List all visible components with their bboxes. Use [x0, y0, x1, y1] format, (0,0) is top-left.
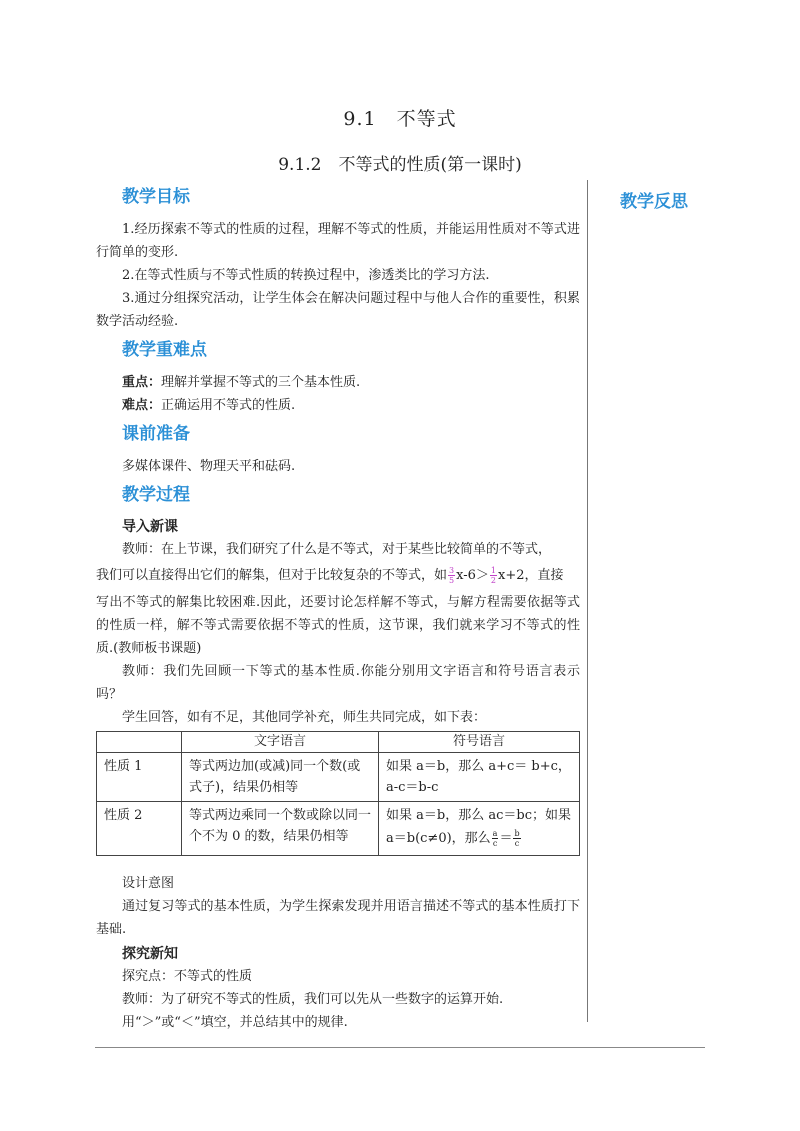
fraction-numerator: a	[492, 829, 498, 838]
design-text: 通过复习等式的基本性质，为学生探索发现并用语言描述不等式的基本性质打下基础.	[96, 899, 580, 937]
symbol-line: 如果 a＝b，那么 a+c＝ b+c，	[386, 759, 571, 774]
footer-rule	[95, 1047, 705, 1048]
preparation-heading: 课前准备	[122, 424, 190, 444]
fraction-a-over-c	[492, 829, 499, 848]
objective-item-3: 3.通过分组探究活动，让学生体会在解决问题过程中与他人合作的重要性，积累数学活动经验.	[96, 291, 580, 329]
intro-paragraph-2	[96, 561, 580, 591]
student-answer: 学生回答，如有不足，其他同学补充，师生共同完成，如下表：	[122, 710, 487, 725]
fraction-three-fifths	[448, 566, 455, 585]
intro-text-a: 我们可以直接得出它们的解集，但对于比较复杂的不等式，如	[96, 568, 448, 583]
explore-instruction: 用“＞”或“＜”填空，并总结其中的规律.	[122, 1015, 348, 1030]
fraction-denominator: c	[492, 839, 498, 848]
intro-paragraph-3: 写出不等式的解集比较困难.因此，还要讨论怎样解不等式，与解方程需要依据等式的性质一样，解不等式需要依据不等式的性质，这节课，我们就来学习不等式的性质.(教师板书课题)	[96, 595, 580, 656]
symbol-line: 如果 a＝b，那么 ac＝bc；如果	[386, 808, 571, 823]
fraction-numerator: 1	[490, 566, 496, 575]
objectives-heading: 教学目标	[122, 187, 190, 207]
main-column	[96, 186, 580, 1034]
equals-sign: ＝	[499, 831, 513, 846]
symbol-line: a-c＝b-c	[386, 780, 439, 795]
focus-line	[96, 371, 580, 394]
equality-properties-table	[96, 731, 580, 856]
teacher-question: 教师：我们先回顾一下等式的基本性质.你能分别用文字语言和符号语言表示吗？	[96, 664, 580, 702]
focus-text: 理解并掌握不等式的三个基本性质.	[161, 375, 361, 390]
explore-heading: 探究新知	[122, 946, 178, 962]
intro-paragraph-1: 教师：在上节课，我们研究了什么是不等式，对于某些比较简单的不等式，	[122, 542, 552, 557]
property-text: 等式两边加(或减)同一个数(或式子)，结果仍相等	[182, 753, 379, 802]
fraction-numerator: b	[514, 829, 520, 838]
symbol-text: a＝b(c≠0)，那么	[386, 831, 491, 846]
column-divider	[587, 180, 588, 1022]
fraction-denominator: 5	[449, 576, 455, 585]
chapter-title: 9.1 不等式	[343, 108, 457, 130]
objective-item-2: 2.在等式性质与不等式性质的转换过程中，渗透类比的学习方法.	[122, 268, 490, 283]
difficulty-label: 难点：	[122, 398, 162, 413]
table-header-cell: 文字语言	[182, 732, 379, 753]
table-header-cell: 符号语言	[379, 732, 580, 753]
table-header-cell	[97, 732, 182, 753]
property-symbol	[379, 802, 580, 856]
property-text: 等式两边乘同一个数或除以同一个不为 0 的数，结果仍相等	[182, 802, 379, 856]
explore-point: 探究点：不等式的性质	[122, 969, 253, 984]
fraction-b-over-c	[513, 829, 520, 848]
explore-teacher: 教师：为了研究不等式的性质，我们可以先从一些数字的运算开始.	[122, 992, 504, 1007]
property-symbol	[379, 753, 580, 802]
fraction-denominator: c	[514, 839, 520, 848]
focus-label: 重点：	[122, 375, 162, 390]
fraction-one-half	[490, 566, 497, 585]
intro-heading: 导入新课	[122, 519, 178, 535]
preparation-text: 多媒体课件、物理天平和砝码.	[122, 459, 296, 474]
lesson-title: 9.1.2 不等式的性质(第一课时)	[278, 155, 522, 175]
fraction-numerator: 3	[449, 566, 455, 575]
property-label: 性质 1	[97, 753, 182, 802]
objective-item-1: 1.经历探索不等式的性质的过程，理解不等式的性质，并能运用性质对不等式进行简单的变形.	[96, 222, 580, 260]
intro-text-b: x-6＞	[456, 568, 489, 583]
reflection-heading: 教学反思	[620, 192, 688, 212]
property-label: 性质 2	[97, 802, 182, 856]
difficulty-line	[96, 394, 580, 417]
design-label: 设计意图	[122, 876, 175, 891]
table-row	[97, 753, 580, 802]
symbol-line	[386, 826, 572, 852]
fraction-denominator: 2	[490, 576, 496, 585]
process-heading: 教学过程	[122, 485, 190, 505]
intro-text-c: x+2，直接	[497, 568, 564, 583]
table-row	[97, 802, 580, 856]
difficulty-text: 正确运用不等式的性质.	[161, 398, 296, 413]
table-header-row	[97, 732, 580, 753]
key-points-heading: 教学重难点	[122, 340, 207, 360]
